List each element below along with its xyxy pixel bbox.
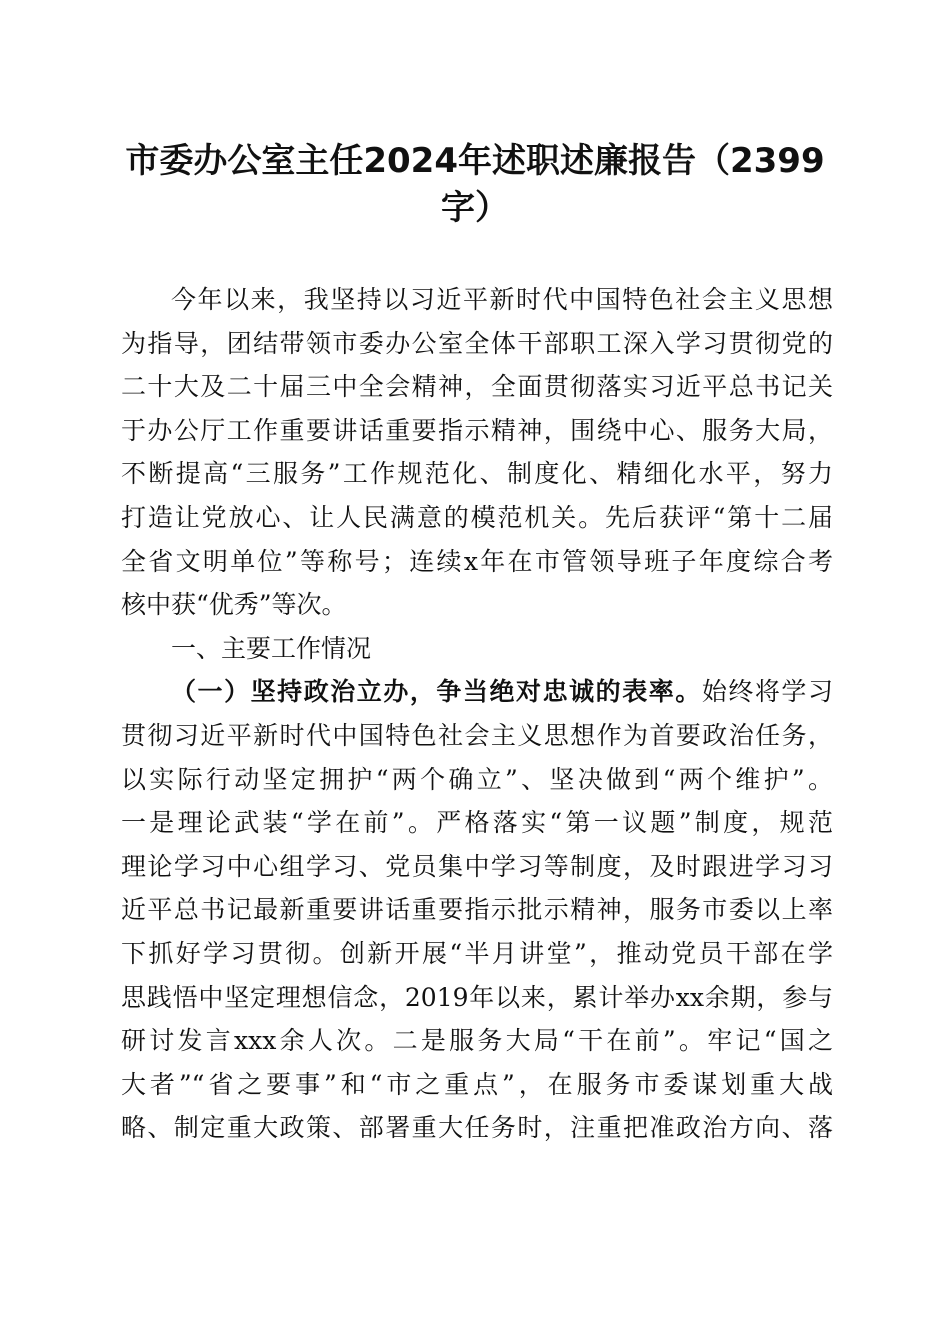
title-line-2: 字） <box>441 188 509 228</box>
title-line-1: 市委办公室主任2024年述职述廉报告（2399 <box>125 141 825 181</box>
paragraph-line: 于办公厅工作重要讲话重要指示精神，围绕中心、服务大局， <box>121 415 833 445</box>
paragraph-line: 下抓好学习贯彻。创新开展“半月讲堂”，推动党员干部在学 <box>121 938 833 968</box>
subsection-heading: （一）坚持政治立办，争当绝对忠诚的表率。 <box>171 677 702 707</box>
paragraph-line: 以实际行动坚定拥护“两个确立”、坚决做到“两个维护”。 <box>121 764 833 794</box>
paragraph-line: 不断提高“三服务”工作规范化、制度化、精细化水平，努力 <box>121 459 833 489</box>
paragraph-line: 大者”“省之要事”和“市之重点”，在服务市委谋划重大战 <box>121 1069 833 1099</box>
document-body <box>121 278 833 1150</box>
paragraph-line: 全省文明单位”等称号；连续x年在市管领导班子年度综合考 <box>121 546 833 576</box>
paragraph-line: 核中获“优秀”等次。 <box>121 590 347 620</box>
paragraph-line: 一是理论武装“学在前”。严格落实“第一议题”制度，规范 <box>121 808 833 838</box>
paragraph-line: 思践悟中坚定理想信念，2019年以来，累计举办xx余期，参与 <box>121 982 833 1012</box>
subsection-text: 始终将学习 <box>701 677 833 707</box>
subsection-first-line <box>121 670 833 714</box>
paragraph-line: 打造让党放心、让人民满意的模范机关。先后获评“第十二届 <box>121 502 833 532</box>
section-heading: 一、主要工作情况 <box>171 633 372 663</box>
paragraph-line: 近平总书记最新重要讲话重要指示批示精神，服务市委以上率 <box>121 895 833 925</box>
paragraph-line: 研讨发言xxx余人次。二是服务大局“干在前”。牢记“国之 <box>121 1026 833 1056</box>
paragraph-line: 略、制定重大政策、部署重大任务时，注重把准政治方向、落 <box>121 1113 833 1143</box>
paragraph-line: 今年以来，我坚持以习近平新时代中国特色社会主义思想 <box>171 285 833 314</box>
paragraph-line: 二十大及二十届三中全会精神，全面贯彻落实习近平总书记关 <box>121 372 833 402</box>
paragraph-line: 贯彻习近平新时代中国特色社会主义思想作为首要政治任务， <box>121 720 833 750</box>
paragraph-line: 理论学习中心组学习、党员集中学习等制度，及时跟进学习习 <box>121 851 833 881</box>
paragraph-line: 为指导，团结带领市委办公室全体干部职工深入学习贯彻党的 <box>121 328 833 358</box>
document-title <box>120 138 830 232</box>
